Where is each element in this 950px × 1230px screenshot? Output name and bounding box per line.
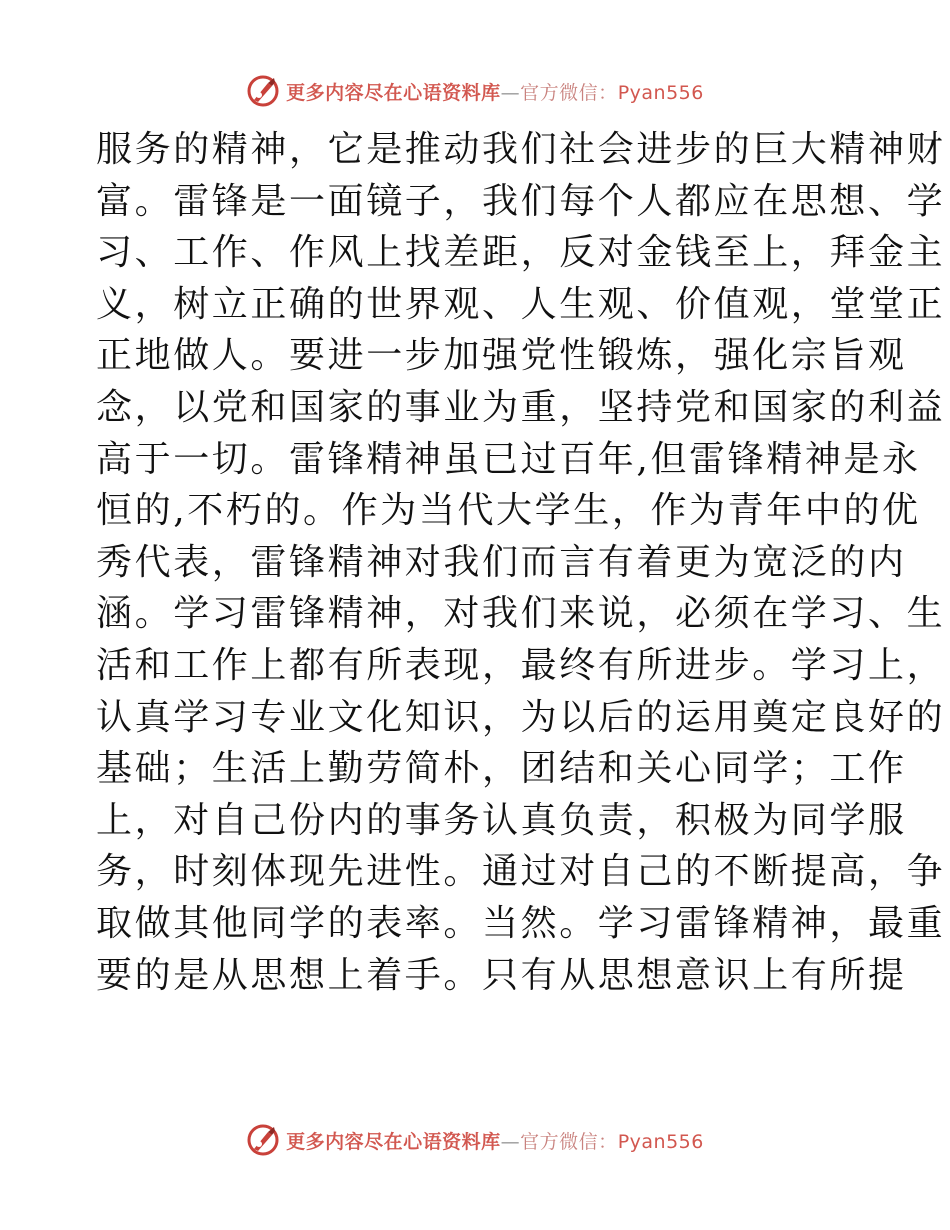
- text-line: 认真学习专业文化知识，为以后的运用奠定良好的: [96, 696, 946, 738]
- watermark-wechat-label: 官方微信：: [520, 81, 618, 104]
- watermark-separator: —: [500, 1130, 521, 1153]
- text-line: 恒的,不朽的。作为当代大学生，作为青年中的优: [96, 490, 921, 532]
- text-line: 活和工作上都有所表现，最终有所进步。学习上，: [96, 644, 946, 686]
- watermark-wechat-label: 官方微信：: [520, 1130, 618, 1153]
- text-line: 务，时刻体现先进性。通过对自己的不断提高，争: [96, 851, 946, 893]
- text-line: 正地做人。要进一步加强党性锻炼，强化宗旨观: [96, 335, 907, 377]
- text-line: 要的是从思想上着手。只有从思想意识上有所提: [96, 954, 907, 996]
- document-body: [96, 124, 946, 1001]
- text-line: 服务的精神，它是推动我们社会进步的巨大精神财: [96, 129, 946, 170]
- watermark-site-name: 更多内容尽在心语资料库: [286, 1130, 501, 1153]
- text-line: 基础；生活上勤劳简朴，团结和关心同学；工作: [96, 748, 907, 790]
- text-line: 念，以党和国家的事业为重，坚持党和国家的利益: [96, 386, 946, 428]
- quill-pen-logo-icon: [246, 74, 280, 108]
- text-line: 取做其他同学的表率。当然。学习雷锋精神，最重: [96, 902, 946, 944]
- watermark-wechat-id: Pyan556: [617, 1130, 704, 1153]
- watermark-separator: —: [500, 81, 521, 104]
- text-line: 涵。学习雷锋精神，对我们来说，必须在学习、生: [96, 593, 946, 635]
- text-line: 习、工作、作风上找差距，反对金钱至上，拜金主: [96, 232, 946, 274]
- text-line: 秀代表，雷锋精神对我们而言有着更为宽泛的内: [96, 541, 907, 583]
- header-watermark: [0, 71, 950, 111]
- text-line: 高于一切。雷锋精神虽已过百年,但雷锋精神是永: [96, 438, 921, 480]
- text-line: 义，树立正确的世界观、人生观、价值观，堂堂正: [96, 283, 946, 325]
- quill-pen-logo-icon: [246, 1123, 280, 1157]
- watermark-wechat-id: Pyan556: [617, 81, 704, 104]
- watermark-site-name: 更多内容尽在心语资料库: [286, 81, 501, 104]
- text-line: 上，对自己份内的事务认真负责，积极为同学服: [96, 799, 907, 841]
- text-line: 富。雷锋是一面镜子，我们每个人都应在思想、学: [96, 180, 946, 222]
- footer-watermark: [0, 1120, 950, 1160]
